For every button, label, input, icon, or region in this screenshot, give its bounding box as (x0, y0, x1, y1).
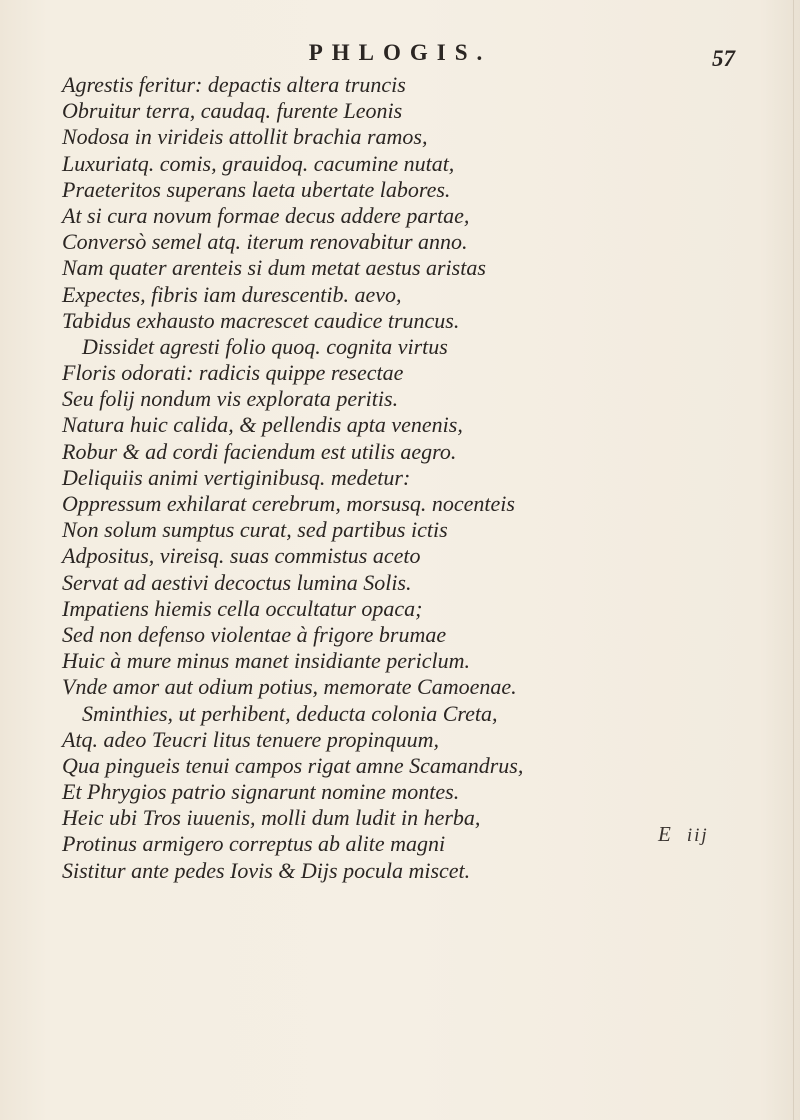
verse-line: Vnde amor aut odium potius, memorate Camoenae. (62, 674, 517, 700)
verse-line: Dissidet agresti folio quoq. cognita virtus (82, 333, 448, 359)
verse-line: Expectes, fibris iam durescentib. aevo, (62, 281, 402, 307)
signature-letter: E (658, 822, 673, 846)
verse-line: Seu folij nondum vis explorata peritis. (62, 386, 399, 412)
verse-line: Floris odorati: radicis quippe resectae (62, 360, 404, 386)
verse-line: Impatiens hiemis cella occultatur opaca; (62, 595, 423, 621)
verse-line: Atq. adeo Teucri litus tenuere propinquum, (62, 726, 440, 752)
verse-line: Huic à mure minus manet insidiante periclum. (62, 648, 470, 674)
signature-number: iij (686, 825, 709, 846)
verse-line: Agrestis feritur: depactis altera truncis (62, 72, 406, 97)
verse-line: Qua pingueis tenui campos rigat amne Scamandrus, (62, 752, 524, 778)
verse-line: Conversò semel atq. iterum renovabitur anno. (62, 229, 468, 255)
verse-line: Luxuriatq. comis, grauidoq. cacumine nutat, (62, 150, 455, 176)
page-edge (793, 0, 794, 1120)
verse-line: Adpositus, vireisq. suas commistus aceto (62, 543, 421, 569)
verse-line: Oppressum exhilarat cerebrum, morsusq. nocenteis (62, 491, 515, 516)
verse-block (62, 72, 752, 884)
verse-line: Tabidus exhausto macrescet caudice truncus. (62, 307, 460, 333)
verse-line: Praeteritos superans laeta ubertate labores. (62, 176, 451, 202)
signature-mark (658, 822, 709, 847)
page-number: 57 (712, 46, 735, 71)
verse-line: Sminthies, ut perhibent, deducta colonia Creta, (82, 700, 498, 726)
verse-line: Deliquiis animi vertiginibusq. medetur: (62, 464, 411, 490)
verse-line: Nam quater arenteis si dum metat aestus aristas (62, 255, 486, 281)
verse-line: Non solum sumptus curat, sed partibus ictis (62, 517, 448, 543)
verse-line: Robur & ad cordi faciendum est utilis aegro. (62, 438, 457, 464)
verse-line: Protinus armigero correptus ab alite magni (62, 831, 446, 857)
verse-line: Servat ad aestivi decoctus lumina Solis. (62, 569, 412, 595)
verse-line: Sed non defenso violentae à frigore brumae (62, 621, 447, 647)
verse-line: Nodosa in virideis attollit brachia ramos, (62, 124, 428, 150)
running-head: PHLOGIS. (308, 40, 492, 65)
verse-line: Obruitur terra, caudaq. furente Leonis (62, 98, 403, 124)
verse-line: Natura huic calida, & pellendis apta venenis, (62, 412, 463, 438)
verse-line: Heic ubi Tros iuuenis, molli dum ludit in herba, (62, 805, 481, 831)
verse-line: At si cura novum formae decus addere partae, (62, 202, 470, 228)
verse-line: Et Phrygios patrio signarunt nomine montes. (62, 779, 460, 805)
verse-line: Sistitur ante pedes Iovis & Dijs pocula miscet. (62, 857, 471, 883)
